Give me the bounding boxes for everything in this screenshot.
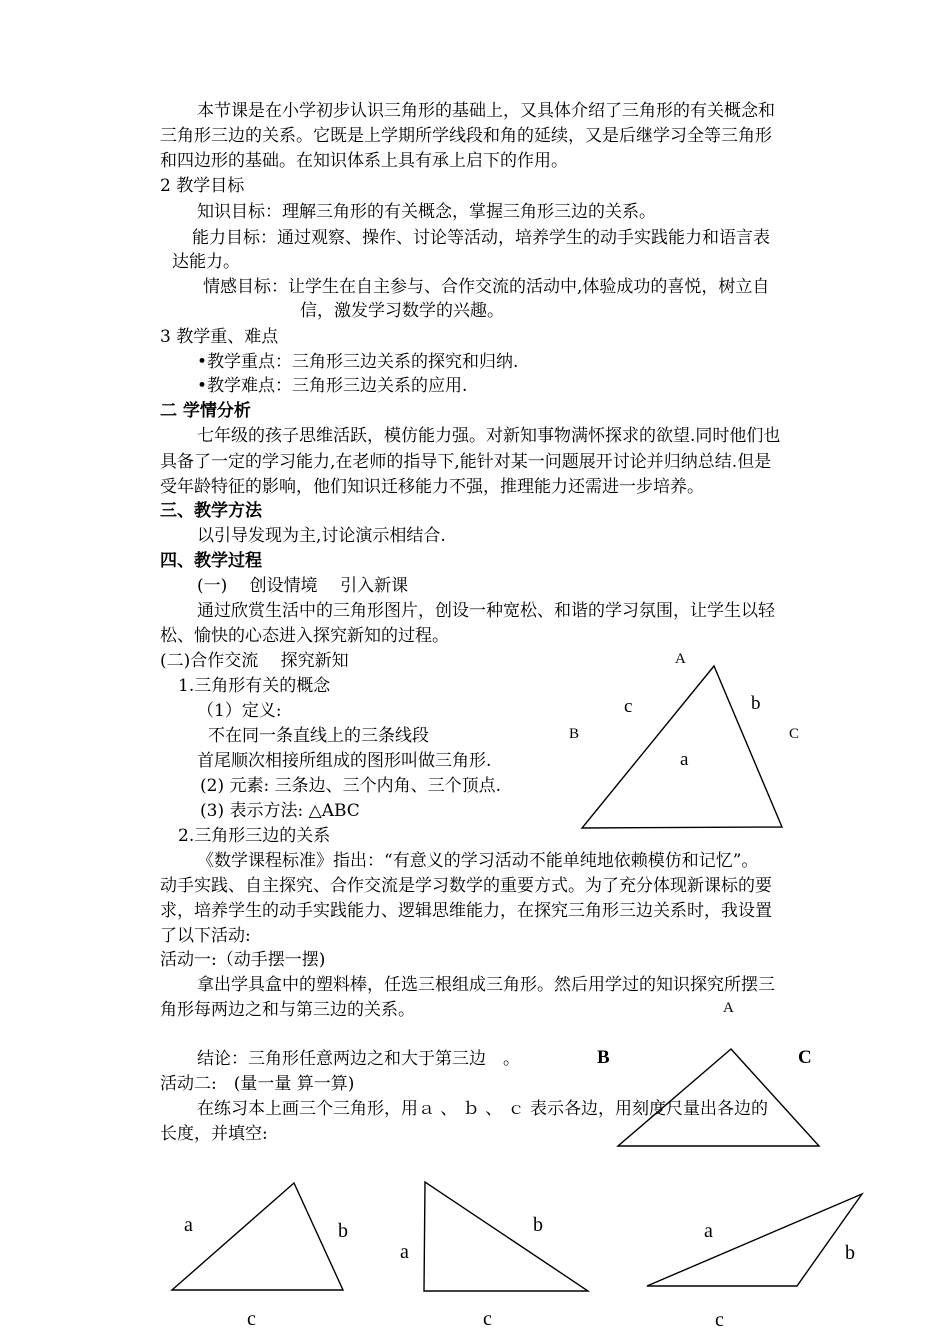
goals-heading: 2 教学目标 xyxy=(160,176,245,196)
standard-line-2: 动手实践、自主探究、合作交流是学习数学的重要方式。为了充分体现新课标的要 xyxy=(160,876,772,896)
fig2-vertex-a-label: A xyxy=(723,1000,734,1016)
fig4-side-c-label: c xyxy=(483,1308,492,1330)
step1-title: (一) 创设情境 引入新课 xyxy=(197,576,409,596)
fig1-vertex-a-label: A xyxy=(675,651,686,667)
activity2-line-2: 长度，并填空: xyxy=(160,1124,268,1144)
fig4-side-a-label: a xyxy=(400,1241,409,1263)
standard-line-1: 《数学课程标准》指出：“有意义的学习活动不能单纯地依赖模仿和记忆”。 xyxy=(197,851,759,871)
fig5-side-c-label: c xyxy=(715,1309,724,1331)
fig3-side-c-label: c xyxy=(247,1308,256,1330)
intro-line-3: 和四边形的基础。在知识体系上具有承上启下的作用。 xyxy=(160,151,568,171)
activity1-line-2: 角形每两边之和与第三边的关系。 xyxy=(160,1000,415,1020)
definition-line-1: 不在同一条直线上的三条线段 xyxy=(208,726,429,746)
activity2-line-1: 在练习本上画三个三角形，用ａ 、 ｂ 、 ｃ 表示各边，用刻度尺量出各边的 xyxy=(197,1099,769,1119)
goal-ability-line-2: 达能力。 xyxy=(172,252,240,272)
analysis-line-1: 七年级的孩子思维活跃，模仿能力强。对新知事物满怀探求的欲望.同时他们也 xyxy=(197,426,781,446)
fig1-side-c-label: c xyxy=(624,696,633,717)
goal-ability-line-1: 能力目标：通过观察、操作、讨论等活动，培养学生的动手实践能力和语言表 xyxy=(192,228,770,248)
fig5-side-b-label: b xyxy=(845,1242,855,1264)
intro-line-2: 三角形三边的关系。它既是上学期所学线段和角的延续，又是后继学习全等三角形 xyxy=(160,126,772,146)
keypoint-difficulty: •教学难点：三角形三边关系的应用. xyxy=(197,376,468,396)
goal-emotion-line-1: 情感目标：让学生在自主参与、合作交流的活动中,体验成功的喜悦，树立自 xyxy=(203,277,770,297)
step1-line-2: 松、愉快的心态进入探究新知的过程。 xyxy=(160,626,449,646)
method-text: 以引导发现为主,讨论演示相结合. xyxy=(197,526,446,546)
activity1-line-1: 拿出学具盒中的塑料棒，任选三根组成三角形。然后用学过的知识探究所摆三 xyxy=(197,975,775,995)
definition-line-2: 首尾顺次相接所组成的图形叫做三角形. xyxy=(197,751,492,771)
fig2-vertex-c-label: C xyxy=(798,1047,812,1068)
fig1-vertex-b-label: B xyxy=(569,726,580,742)
goal-knowledge: 知识目标：理解三角形的有关概念，掌握三角形三边的关系。 xyxy=(197,202,656,222)
intro-line-1: 本节课是在小学初步认识三角形的基础上，又具体介绍了三角形的有关概念和 xyxy=(197,101,775,121)
analysis-heading: 二 学情分析 xyxy=(160,401,251,421)
relation-heading: 2.三角形三边的关系 xyxy=(178,826,331,846)
notation-text: (3) 表示方法: △ABC xyxy=(200,801,360,821)
fig3-side-b-label: b xyxy=(338,1220,348,1242)
fig1-side-a-label: a xyxy=(680,749,689,770)
fig4-side-b-label: b xyxy=(533,1214,543,1236)
fig2-vertex-b-label: B xyxy=(597,1047,610,1068)
activity1-title: 活动一:（动手摆一摆) xyxy=(160,950,326,970)
fig1-side-b-label: b xyxy=(751,693,761,714)
step1-line-1: 通过欣赏生活中的三角形图片，创设一种宽松、和谐的学习氛围，让学生以轻 xyxy=(197,601,775,621)
keypoint-focus: •教学重点：三角形三边关系的探究和归纳. xyxy=(197,352,519,372)
fig3-side-a-label: a xyxy=(184,1214,193,1236)
analysis-line-3: 受年龄特征的影响，他们知识迁移能力不强，推理能力还需进一步培养。 xyxy=(160,477,704,497)
goal-emotion-line-2: 信，激发学习数学的兴趣。 xyxy=(300,301,504,321)
activity2-title: 活动二: (量一量 算一算) xyxy=(160,1074,355,1094)
fig1-vertex-c-label: C xyxy=(789,726,800,742)
elements-text: (2) 元素: 三条边、三个内角、三个顶点. xyxy=(200,776,502,796)
standard-line-4: 了以下活动: xyxy=(160,926,251,946)
fig5-side-a-label: a xyxy=(704,1220,713,1242)
concept-heading: 1.三角形有关的概念 xyxy=(178,676,331,696)
definition-label: （1）定义: xyxy=(197,701,282,721)
keypoints-heading: 3 教学重、难点 xyxy=(160,327,279,347)
conclusion-text: 结论：三角形任意两边之和大于第三边 。 xyxy=(197,1049,520,1069)
process-heading: 四、教学过程 xyxy=(160,551,262,571)
method-heading: 三、教学方法 xyxy=(160,501,262,521)
analysis-line-2: 具备了一定的学习能力,在老师的指导下,能针对某一问题展开讨论并归纳总结.但是 xyxy=(160,452,772,472)
triangle-right-shape xyxy=(647,1194,862,1286)
step2-title: (二)合作交流 探究新知 xyxy=(160,651,349,671)
standard-line-3: 求，培养学生的动手实践能力、逻辑思维能力，在探究三角形三边关系时，我设置 xyxy=(160,901,772,921)
